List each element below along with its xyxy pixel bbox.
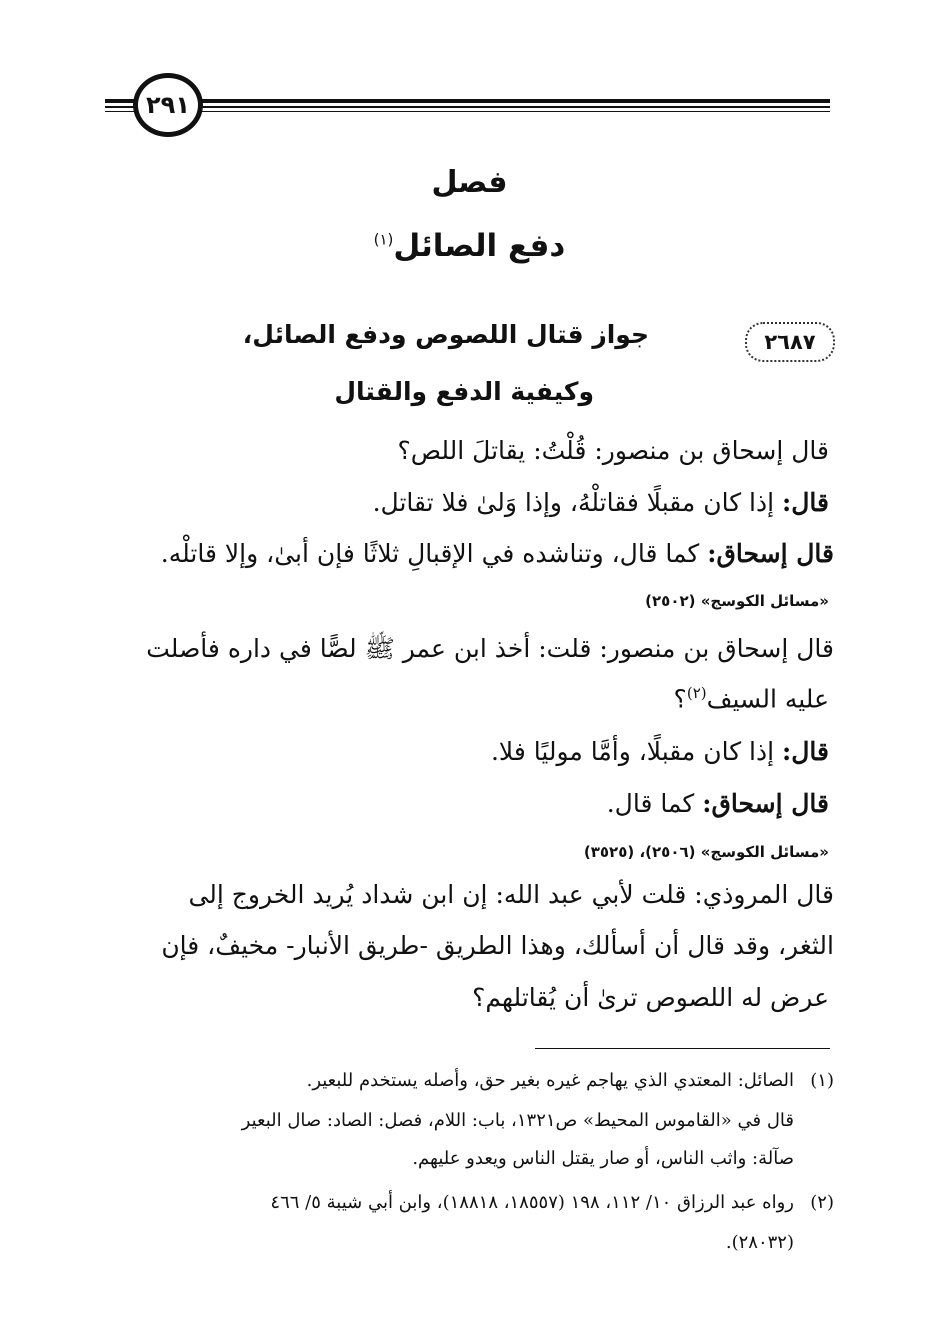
body-line xyxy=(161,539,834,568)
issue-title-line-2: وكيفية الدفع والقتال xyxy=(334,377,594,406)
body-text: إذا كان مقبلًا فقاتلْهُ، وإذا وَلىٰ فلا تقاتل. xyxy=(372,488,783,517)
footnote-1 xyxy=(307,1070,834,1091)
footnote-1-line xyxy=(412,1148,834,1169)
section-label: فصل xyxy=(431,165,508,200)
body-line: عرض له اللصوص ترىٰ أن يُقاتلهم؟ xyxy=(472,983,829,1012)
section-title-text: دفع الصائل xyxy=(393,228,566,264)
speaker-label: قال إسحاق: xyxy=(707,539,834,568)
footnote-ref: (٢) xyxy=(686,684,707,702)
footnote-number: (١) xyxy=(810,1070,834,1091)
source-citation: «مسائل الكوسج» (٢٥٠٢) xyxy=(645,592,829,610)
page-number-badge xyxy=(133,73,203,137)
header-rule xyxy=(105,99,830,103)
speaker-label: قال إسحاق: xyxy=(702,789,829,818)
issue-title-line-1: جواز قتال اللصوص ودفع الصائل، xyxy=(242,320,649,349)
header-rule xyxy=(105,106,830,108)
footnote-2-line xyxy=(726,1232,834,1253)
footnote-text: رواه عبد الرزاق ١٠/ ١١٢، ١٩٨ (١٨٥٥٧، ١٨٨١٨)، وابن أبي شيبة ٥/ ٤٦٦ xyxy=(270,1192,794,1213)
body-text: كما قال، وتناشده في الإقبالِ ثلاثًا فإن أبىٰ، وإلا قاتلْه. xyxy=(160,539,708,568)
speaker-label: قال: xyxy=(782,737,829,766)
header-rule xyxy=(105,111,830,112)
issue-number-badge xyxy=(745,322,835,362)
issue-number: ٢٦٨٧ xyxy=(764,330,816,354)
body-text: إذا كان مقبلًا، وأمَّا موليًا فلا. xyxy=(490,737,783,766)
page-number: ٢٩١ xyxy=(146,91,190,119)
body-line: قال إسحاق بن منصور: قُلْتُ: يقاتلَ اللص؟ xyxy=(397,436,829,465)
section-title xyxy=(0,228,939,264)
body-line: قال المروذي: قلت لأبي عبد الله: إن ابن شداد يُريد الخروج إلى xyxy=(188,880,834,909)
body-text: كما قال. xyxy=(606,789,703,818)
footnote-text: الصائل: المعتدي الذي يهاجم غيره بغير حق، وأصله يستخدم للبعير. xyxy=(306,1070,794,1091)
footnote-separator xyxy=(535,1048,830,1049)
source-citation: «مسائل الكوسج» (٢٥٠٦)، (٣٥٢٥) xyxy=(583,843,829,861)
body-line xyxy=(674,684,829,713)
footnote-1-line xyxy=(242,1110,834,1131)
speaker-label: قال: xyxy=(782,488,829,517)
footnote-number: (٢) xyxy=(810,1192,834,1213)
body-line xyxy=(607,789,829,818)
body-line: الثغر، وقد قال أن أسألك، وهذا الطريق -طريق الأنبار- مخيفٌ، فإن xyxy=(161,931,834,960)
footnote-text: صآلة: واثب الناس، أو صار يقتل الناس ويعدو عليهم. xyxy=(412,1148,794,1169)
footnote-2 xyxy=(270,1192,834,1213)
body-text: عليه السيف xyxy=(706,684,829,714)
footnote-ref: (١) xyxy=(373,230,394,249)
footnote-text: قال في «القاموس المحيط» ص١٣٢١، باب: اللام، فصل: الصاد: صال البعير xyxy=(241,1110,794,1131)
body-line: قال إسحاق بن منصور: قلت: أخذ ابن عمر ﷺ لصًّا في داره فأصلت xyxy=(146,634,834,663)
body-line xyxy=(373,488,829,517)
footnote-text: (٢٨٠٣٢). xyxy=(725,1232,794,1253)
body-text: ؟ xyxy=(673,684,687,714)
body-line xyxy=(491,737,829,766)
